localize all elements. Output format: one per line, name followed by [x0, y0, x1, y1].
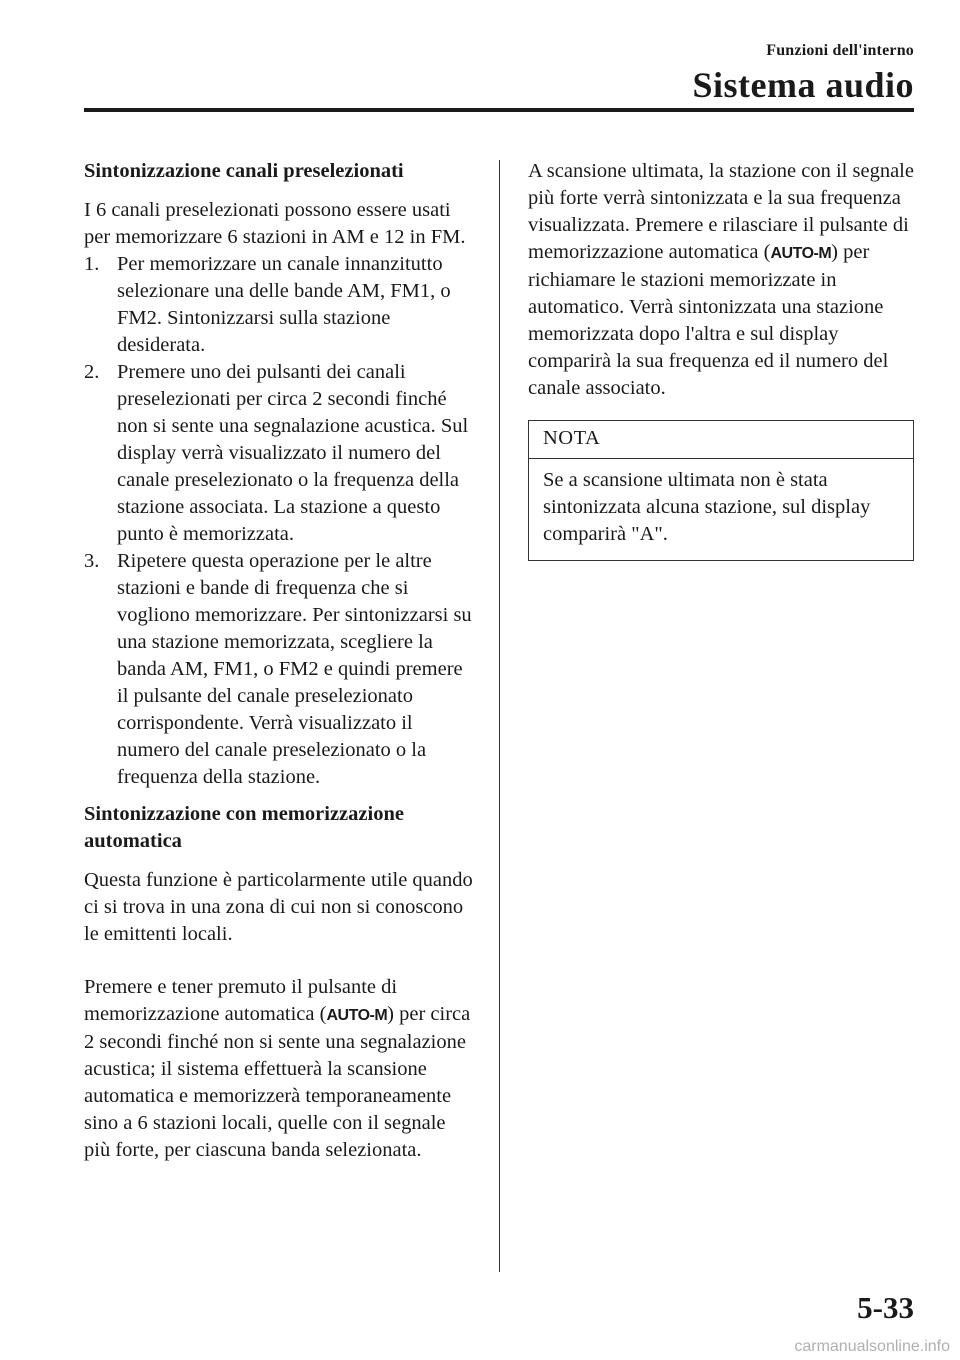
auto-heading: Sintonizzazione con memorizzazione automatica [84, 803, 404, 852]
preset-heading: Sintonizzazione canali preselezionati [84, 160, 404, 182]
page-number: 5-33 [857, 1290, 914, 1325]
auto-text-end: ) per circa 2 secondi finché non si sente una segnalazione acustica; il sistema effettuerà la scansione automatica e memorizzerà temporaneamente sino a 6 stazioni locali, quelle con il segnale più forte, per ciascuna banda selezionata. [84, 1003, 471, 1161]
watermark: carmanualsonline.info [794, 1338, 950, 1355]
step-number: 2. [84, 361, 100, 383]
running-header [692, 42, 914, 106]
header-rule [84, 108, 914, 112]
right-column [528, 158, 914, 561]
column-divider [499, 160, 500, 1272]
chapter-title: Sistema audio [692, 65, 914, 105]
note-box [528, 420, 914, 561]
recall-text-start: A scansione ultimata, la stazione con il segnale più forte verrà sintonizzata e la sua frequenza visualizzata. Premere e rilasciare il pulsante di memorizzazione automatica ( [528, 160, 914, 263]
section-name: Funzioni dell'interno [766, 42, 914, 59]
left-column [84, 158, 474, 1164]
auto-m-button-label: AUTO-M [326, 1007, 388, 1024]
list-item [84, 548, 474, 791]
step-text: Ripetere questa operazione per le altre stazioni e bande di frequenza che si vogliono memorizzare. Per sintonizzarsi su una stazione memorizzata, scegliere la banda AM, FM1, o FM2 e quindi premere il pulsante del canale preselezionato corrispondente. Verrà visualizzato il numero del canale preselezionato o la frequenza della stazione. [117, 550, 472, 788]
step-number: 3. [84, 550, 100, 572]
preset-intro: I 6 canali preselezionati possono essere usati per memorizzare 6 stazioni in AM e 12 in FM. [84, 199, 466, 248]
step-text: Premere uno dei pulsanti dei canali preselezionati per circa 2 secondi finché non si sente una segnalazione acustica. Sul display verrà visualizzato il numero del canale preselezionato o la frequenza della stazione associata. La stazione a questo punto è memorizzata. [117, 361, 469, 545]
auto-intro: Questa funzione è particolarmente utile quando ci si trova in una zona di cui non si conoscono le emittenti locali. [84, 869, 473, 945]
note-text: Se a scansione ultimata non è stata sintonizzata alcuna stazione, sul display comparirà "A". [543, 469, 871, 545]
auto-text-start: Premere e tener premuto il pulsante di memorizzazione automatica ( [84, 976, 398, 1025]
list-item [84, 359, 474, 548]
note-title: NOTA [529, 421, 913, 459]
recall-text-end: ) per richiamare le stazioni memorizzate in automatico. Verrà sintonizzata una stazione memorizzata dopo l'altra e sul display comparirà la sua frequenza ed il numero del canale associato. [528, 241, 889, 399]
auto-instructions [84, 974, 474, 1164]
step-number: 1. [84, 253, 100, 275]
preset-steps [84, 251, 474, 791]
auto-m-button-label: AUTO-M [770, 245, 832, 262]
list-item [84, 251, 474, 359]
recall-paragraph [528, 158, 914, 402]
step-text: Per memorizzare un canale innanzitutto selezionare una delle bande AM, FM1, o FM2. Sintonizzarsi sulla stazione desiderata. [117, 253, 451, 356]
